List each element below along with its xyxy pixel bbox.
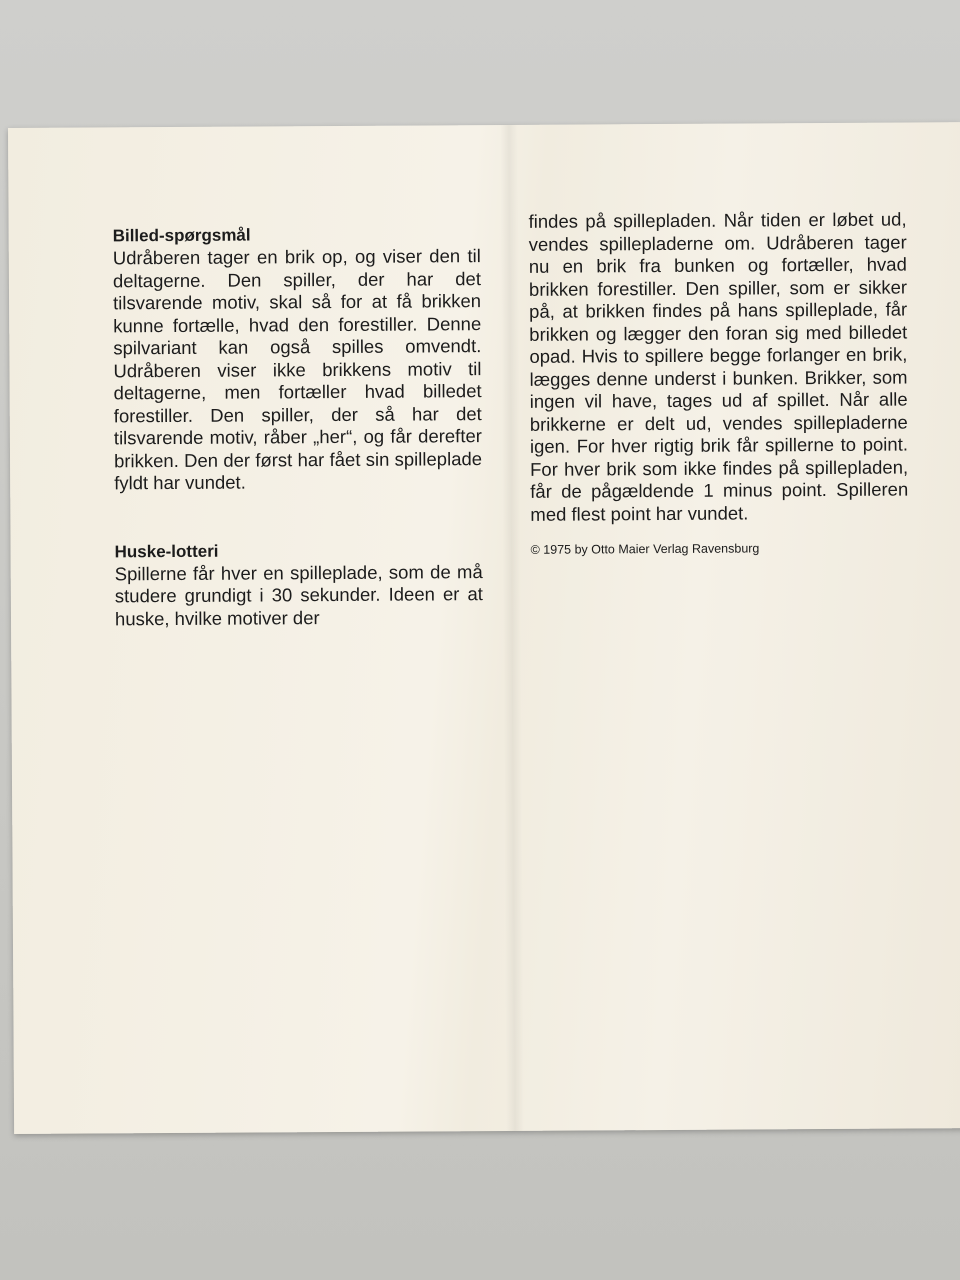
copyright-notice: © 1975 by Otto Maier Verlag Ravensburg bbox=[530, 541, 760, 557]
section-text-billed-sporgsmal: Udråberen tager en brik op, og viser den til deltagerne. Den spiller, der har det tilsvarende motiv, skal så for at få brikken kunne fortælle, hvad den forestiller. Denne spilvariant kan også spilles omvendt. Udråberen viser ikke brikkens motiv til deltagerne, men fortæller hvad billedet forestiller. Den spiller, der så har det tilsvarende motiv, råber „her“, og får derefter brikken. Den der først har fået sin spilleplade fyldt har vundet. bbox=[112, 245, 483, 494]
paper-fold bbox=[500, 125, 524, 1131]
section-text-continued: findes på spillepladen. Når tiden er løbet ud, vendes spillepladerne om. Udråberen tager nu en brik fra bunken og fortæller, hvad brikken forestiller. Den spiller, som er sikker på, at brikken findes på hans spilleplade, får brikken og lægger den foran sig med billedet opad. Hvis to spillere begge forlanger en brik, lægges denne underst i bunken. Brikker, som ingen vil have, tages ud af spillet. Når alle brikkerne er delt ud, vendes spillepladerne igen. For hver rigtig brik får spillerne to point. For hver brik som ikke findes på spillepladen, får de pågældende 1 minus point. Spilleren med flest point har vundet. bbox=[528, 208, 909, 525]
section-text-huske-lotteri: Spillerne får hver en spilleplade, som de må studere grundigt i 30 sekunder. Ideen er at huske, hvilke motiver der bbox=[114, 560, 483, 629]
section-heading-huske-lotteri: Huske-lotteri bbox=[114, 541, 219, 561]
left-column bbox=[113, 223, 483, 630]
right-column bbox=[529, 209, 909, 571]
section-heading-billed-sporgsmal: Billed-spørgsmål bbox=[112, 225, 251, 246]
rules-sheet bbox=[8, 122, 960, 1134]
